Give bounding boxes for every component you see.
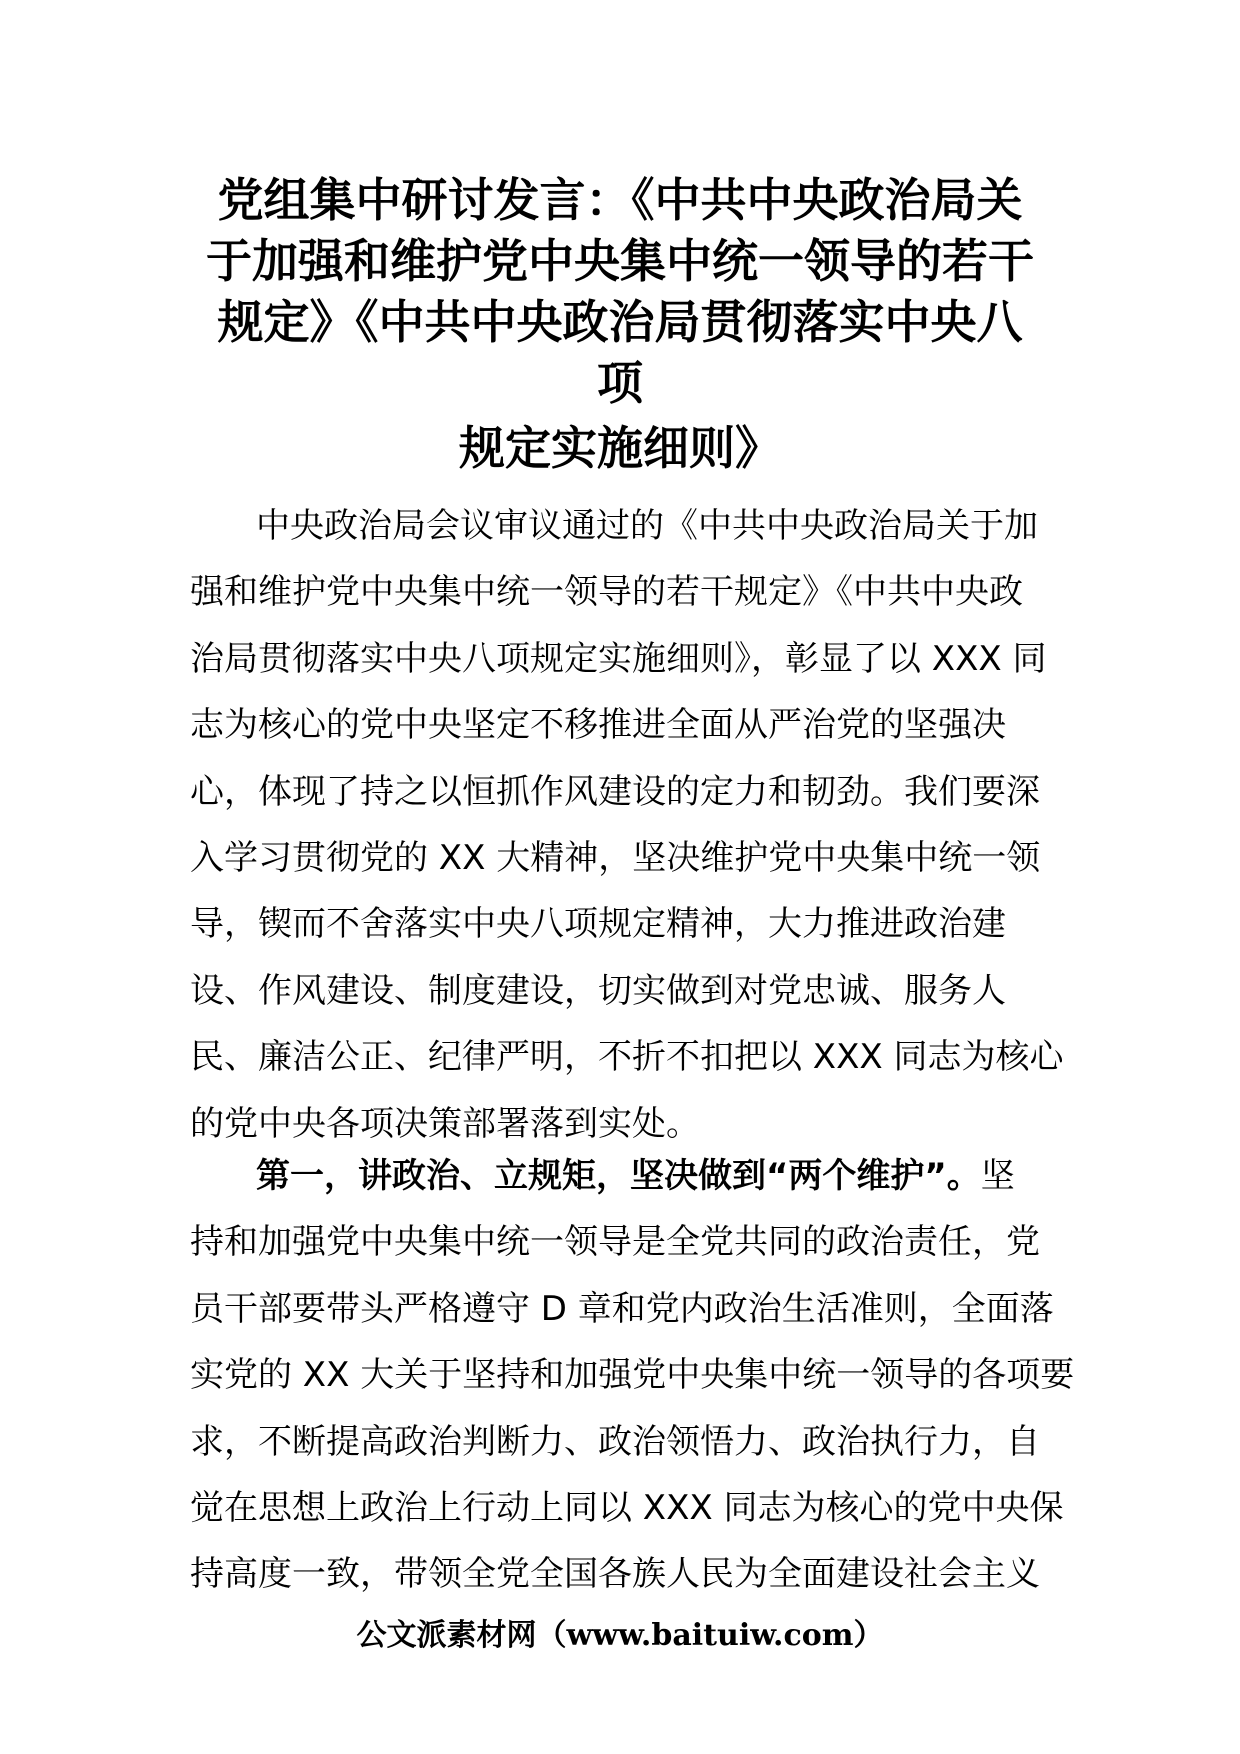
paragraph-line: 中央政治局会议审议通过的《中共中央政治局关于加 xyxy=(256,506,1038,546)
paragraph-heading: 第一，讲政治、立规矩，坚决做到“两个维护”。 xyxy=(256,1156,981,1196)
paragraph-line: 持高度一致，带领全党全国各族人民为全面建设社会主义 xyxy=(190,1554,1040,1595)
paragraph-line: 入学习贯彻党的 XX 大精神，坚决维护党中央集中统一领 xyxy=(190,838,1041,879)
paragraph-line: 民、廉洁公正、纪律严明，不折不扣把以 XXX 同志为核心 xyxy=(190,1037,1064,1078)
paragraph-line: 设、作风建设、制度建设，切实做到对党忠诚、服务人 xyxy=(190,970,1006,1011)
paragraph-first-line xyxy=(190,1143,1052,1209)
paragraph-line: 强和维护党中央集中统一领导的若干规定》《中共中央政 xyxy=(190,572,1023,613)
paragraph-line: 持和加强党中央集中统一领导是全党共同的政治责任，党 xyxy=(190,1222,1040,1263)
paragraph-2 xyxy=(190,1143,1075,1608)
paragraph-line: 导，锲而不舍落实中央八项规定精神，大力推进政治建 xyxy=(190,904,1006,945)
title-line: 规定》《中共中央政治局贯彻落实中央八 xyxy=(217,295,1023,349)
title-line: 项 xyxy=(597,356,643,410)
paragraph-text: 坚 xyxy=(980,1156,1015,1196)
paragraph-line: 实党的 XX 大关于坚持和加强党中央集中统一领导的各项要 xyxy=(190,1355,1075,1396)
title-line: 于加强和维护党中央集中统一领导的若干 xyxy=(206,234,1034,288)
paragraph-line: 的党中央各项决策部署落到实处。 xyxy=(190,1103,700,1144)
paragraph-line: 觉在思想上政治上行动上同以 XXX 同志为核心的党中央保 xyxy=(190,1488,1064,1529)
footer-watermark: 公文派素材网（www.baituiw.com） xyxy=(356,1618,884,1653)
document-title xyxy=(190,170,1050,479)
title-line: 党组集中研讨发言：《中共中央政治局关 xyxy=(217,173,1023,227)
paragraph-line: 员干部要带头严格遵守 D 章和党内政治生活准则，全面落 xyxy=(190,1288,1054,1329)
paragraph-line: 志为核心的党中央坚定不移推进全面从严治党的坚强决 xyxy=(190,705,1006,746)
paragraph-line: 心，体现了持之以恒抓作风建设的定力和韧劲。我们要深 xyxy=(190,771,1040,812)
paragraph-1 xyxy=(190,493,1064,1157)
title-line: 规定实施细则》 xyxy=(459,421,781,475)
paragraph-line: 求，不断提高政治判断力、政治领悟力、政治执行力，自 xyxy=(190,1421,1040,1462)
paragraph-line: 治局贯彻落实中央八项规定实施细则》，彰显了以 XXX 同 xyxy=(190,638,1047,679)
